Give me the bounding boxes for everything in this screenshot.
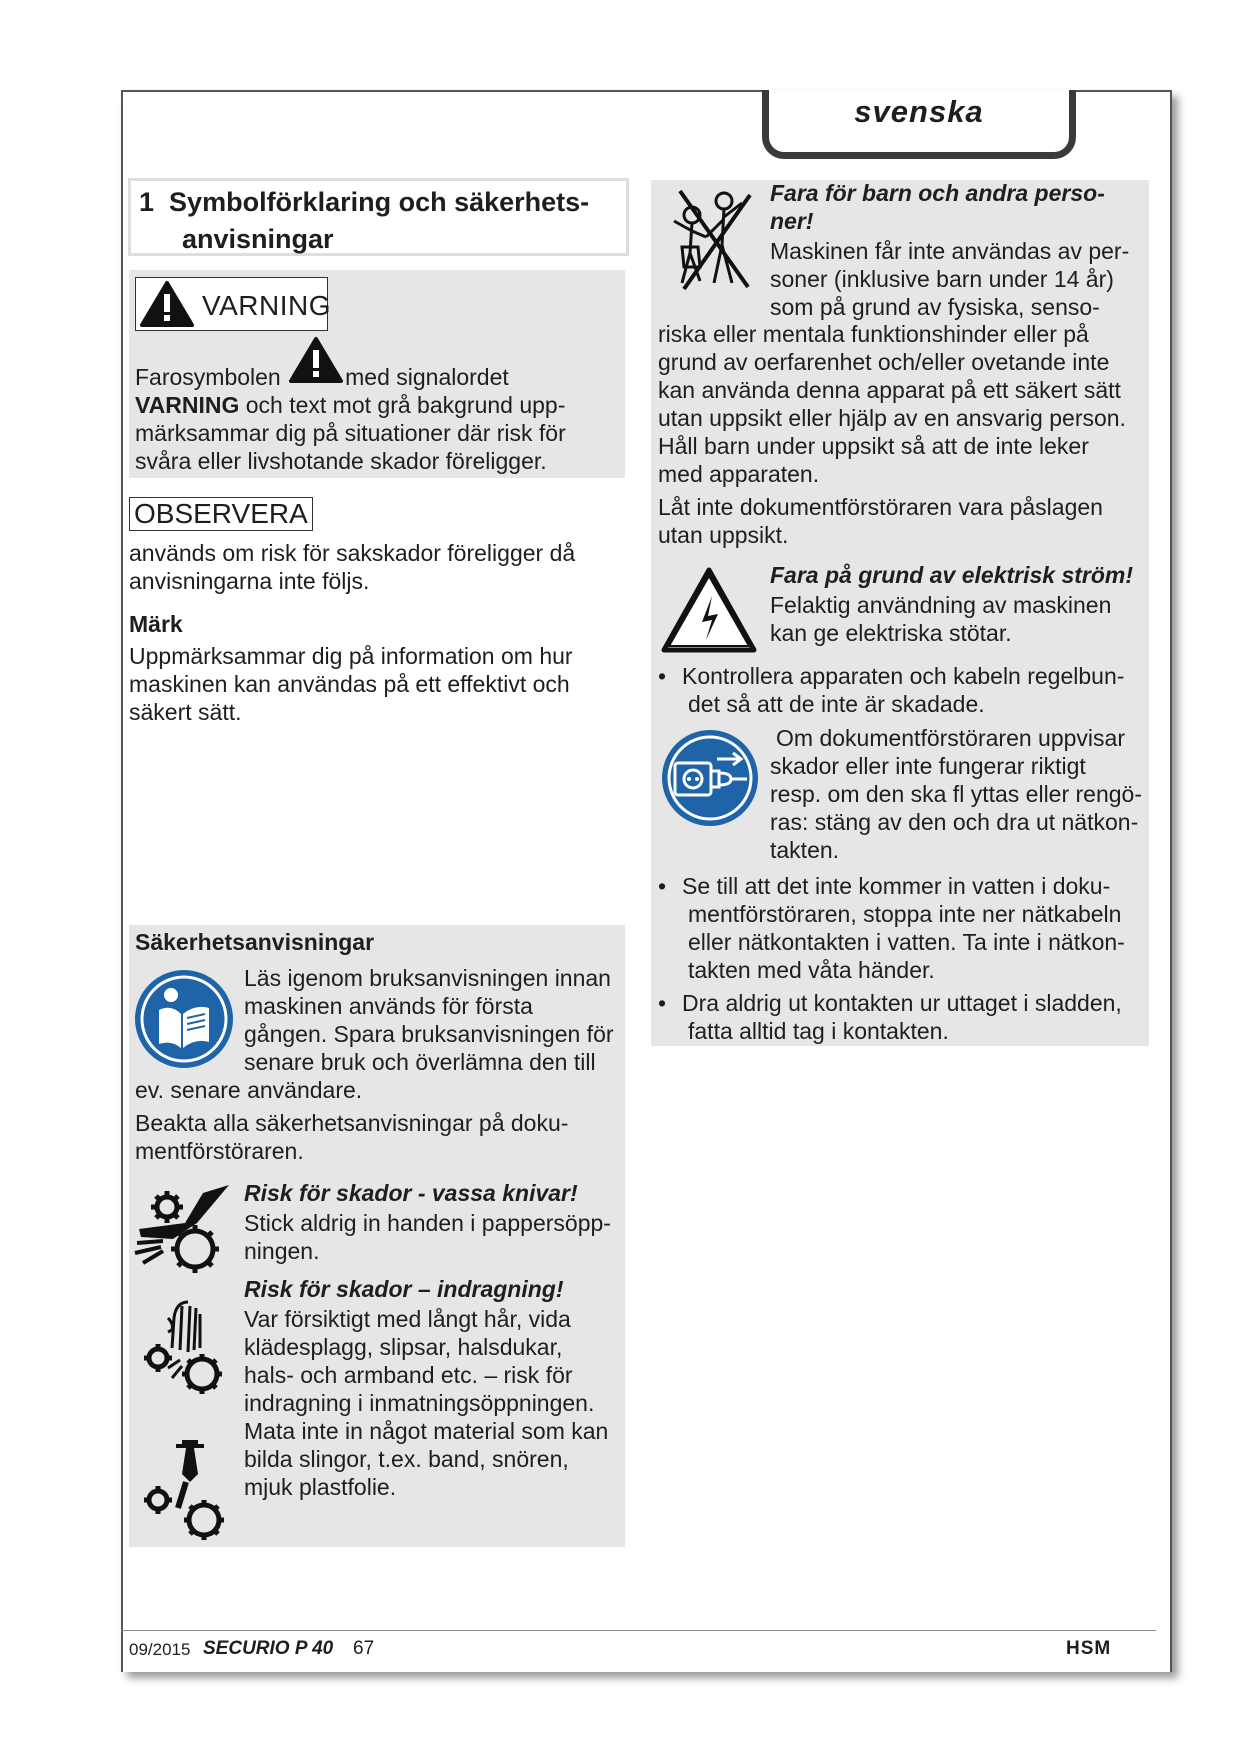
children-line: utan uppsikt eller hjälp av en ansvarig person.: [658, 405, 1126, 431]
section-title-box: [128, 178, 629, 256]
section-title-line2: anvisningar: [182, 224, 334, 254]
pull-line: Var försiktigt med långt hår, vida: [244, 1306, 571, 1332]
pull-line: bilda slingor, t.ex. band, snören,: [244, 1446, 569, 1472]
unplug-line: skador eller inte fungerar riktigt: [770, 753, 1086, 779]
knives-line: ningen.: [244, 1238, 320, 1264]
children-text: [770, 179, 1150, 321]
observe-line: mentförstöraren.: [135, 1138, 304, 1164]
read-manual-text: [244, 964, 624, 1076]
footer-model: SECURIO P 40: [203, 1638, 334, 1659]
warning-bold-word: VARNING: [135, 392, 240, 418]
footer-date: 09/2015: [129, 1640, 191, 1659]
electric-text: [770, 561, 1150, 647]
warning-text: [135, 363, 615, 475]
observera-text: [129, 539, 619, 595]
section-number: 1: [139, 187, 155, 217]
unplug-text: [770, 724, 1150, 864]
children-line: soner (inklusive barn under 14 år): [770, 266, 1114, 292]
mark-heading: Märk: [129, 611, 183, 637]
pull-line: mjuk plastfolie.: [244, 1474, 397, 1500]
manual-full-line: ev. senare användare. Beakta alla säkerhetsanvisningar på doku- mentförstöraren.: [135, 1076, 620, 1165]
pull-heading: Risk för skador – indragning!: [244, 1276, 564, 1302]
observera-label: OBSERVERA: [129, 497, 313, 531]
pulling-text: [244, 1275, 624, 1501]
electric-line: kan ge elektriska stötar.: [770, 620, 1012, 646]
unplug-line: Om dokumentförstöraren uppvisar: [776, 725, 1125, 751]
electric-hazard-icon: [660, 566, 758, 654]
bullet-line: eller nätkontakten i vatten. Ta inte i nätkon-: [688, 929, 1125, 955]
footer-rule: [121, 1630, 1156, 1631]
bullet-line: mentförstöraren, stoppa inte ner nätkabeln: [688, 901, 1122, 927]
read-manual-icon: [133, 968, 235, 1070]
electric-line: Felaktig användning av maskinen: [770, 592, 1112, 618]
bullet-line: • Kontrollera apparaten och kabeln regelbun-: [655, 662, 1150, 690]
warning-text-line4: svåra eller livshotande skador föreligger.: [135, 448, 547, 474]
observera-line1: används om risk för sakskador föreligger då: [129, 540, 576, 566]
warning-text-after-icon: med signalordet: [345, 364, 509, 390]
unplug-line: takten.: [770, 837, 840, 863]
warning-label: VARNING: [202, 290, 331, 321]
pull-line: Mata inte in något material som kan: [244, 1418, 609, 1444]
sharp-knives-icon: [133, 1183, 233, 1279]
unattended-line: utan uppsikt.: [658, 522, 789, 548]
bullet-line: det så att de inte är skadade.: [688, 691, 985, 717]
manual-line: senare bruk och överlämna den till: [244, 1049, 596, 1075]
knives-heading: Risk för skador - vassa knivar!: [244, 1180, 578, 1206]
mark-line3: säkert sätt.: [129, 699, 242, 725]
children-line: med apparaten.: [658, 461, 820, 487]
manual-line: gången. Spara bruksanvisningen för: [244, 1021, 614, 1047]
electric-heading: Fara på grund av elektrisk ström!: [770, 562, 1134, 588]
mark-line2: maskinen kan användas på ett effektivt och: [129, 671, 570, 697]
warning-label-box: [135, 277, 331, 331]
warning-triangle-icon: [139, 280, 195, 328]
inline-warning-triangle-icon: [288, 336, 344, 384]
knives-line: Stick aldrig in handen i pappersöpp-: [244, 1210, 611, 1236]
children-line: riska eller mentala funktionshinder eller på: [658, 321, 1089, 347]
footer-page-number: 67: [353, 1638, 375, 1659]
bullet-line: • Dra aldrig ut kontakten ur uttaget i sladden,: [655, 989, 1150, 1017]
pull-line: hals- och armband etc. – risk för: [244, 1362, 573, 1388]
safety-heading: Säkerhetsanvisningar: [135, 929, 375, 955]
bullet-plug: [655, 989, 1150, 1045]
bullet-water: [655, 872, 1150, 984]
pull-line: indragning i inmatningsöppningen.: [244, 1390, 595, 1416]
warning-text-line3: märksammar dig på situationer där risk för: [135, 420, 566, 446]
hair-entanglement-icon: [138, 1298, 234, 1394]
manual-line: Läs igenom bruksanvisningen innan: [244, 965, 611, 991]
tie-entanglement-icon: [138, 1438, 234, 1548]
observe-line: Beakta alla säkerhetsanvisningar på doku-: [135, 1110, 569, 1136]
children-full-text: [658, 320, 1148, 549]
children-prohibited-icon: [662, 187, 758, 293]
bullet-line: • Se till att det inte kommer in vatten i doku-: [655, 872, 1150, 900]
children-line: kan använda denna apparat på ett säkert sätt: [658, 377, 1121, 403]
language-label: svenska: [854, 94, 984, 129]
bullet-inspect: [655, 662, 1150, 718]
children-heading-line1: Fara för barn och andra perso-: [770, 180, 1105, 206]
children-line: Håll barn under uppsikt så att de inte leker: [658, 433, 1089, 459]
unplug-line: resp. om den ska fl yttas eller rengö-: [770, 781, 1142, 807]
hsm-logo: HSM: [1066, 1638, 1112, 1659]
manual-line: maskinen används för första: [244, 993, 533, 1019]
warning-text-start: Farosymbolen: [135, 364, 288, 390]
section-title-line1: Symbolförklaring och säkerhets-: [169, 187, 590, 217]
warning-text-rest: och text mot grå bakgrund upp-: [239, 392, 566, 418]
mark-section: [129, 610, 619, 726]
bullet-line: fatta alltid tag i kontakten.: [688, 1018, 949, 1044]
children-line: Maskinen får inte användas av per-: [770, 238, 1130, 264]
observera-line2: anvisningarna inte följs.: [129, 568, 370, 594]
unattended-line: Låt inte dokumentförstöraren vara påslagen: [658, 494, 1103, 520]
pull-line: klädesplagg, slipsar, halsdukar,: [244, 1334, 563, 1360]
mark-line1: Uppmärksammar dig på information om hur: [129, 643, 573, 669]
knives-text: [244, 1179, 624, 1265]
bullet-line: takten med våta händer.: [688, 957, 935, 983]
children-heading-line2: ner!: [770, 208, 814, 234]
unplug-line: ras: stäng av den och dra ut nätkon-: [770, 809, 1139, 835]
unplug-icon: [661, 729, 759, 827]
language-tab: [762, 90, 1076, 159]
children-line: som på grund av fysiska, senso-: [770, 294, 1100, 320]
children-line: grund av oerfarenhet och/eller ovetande inte: [658, 349, 1110, 375]
